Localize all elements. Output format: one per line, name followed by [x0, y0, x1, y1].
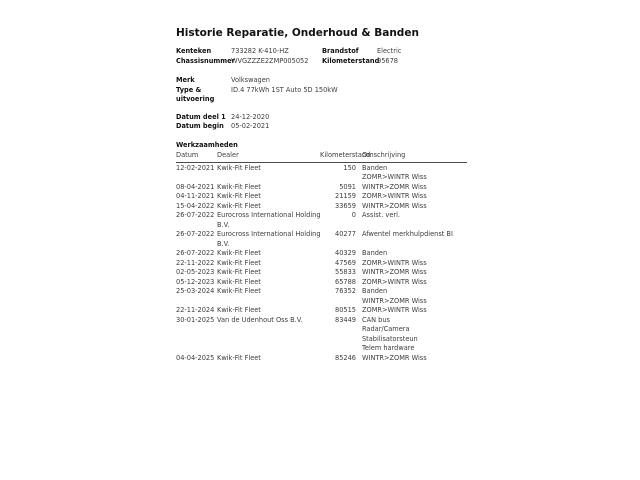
table-row: [176, 278, 467, 288]
cell-kilometerstand: 65788: [335, 277, 356, 286]
cell-omschrijving: WINTR>ZOMR Wiss: [362, 182, 427, 191]
cell-datum: 05-12-2023: [176, 277, 215, 286]
cell-dealer: Kwik-Fit Fleet: [217, 249, 261, 257]
cell-datum: 22-11-2022: [176, 258, 215, 267]
info-label: Merk: [176, 76, 195, 84]
cell-datum: 30-01-2025: [176, 315, 215, 324]
info-label: Chassisnummer: [176, 56, 235, 65]
column-header-omschrijving: Omschrijving: [362, 151, 406, 159]
cell-datum: 26-07-2022: [176, 249, 215, 257]
table-row: [176, 287, 467, 306]
vehicle-id-section: [176, 47, 467, 66]
cell-dealer: Kwik-Fit Fleet: [217, 353, 261, 362]
cell-omschrijving: Assist. verl.: [362, 211, 401, 219]
cell-dealer: Kwik-Fit Fleet: [217, 306, 261, 314]
cell-datum: 04-04-2025: [176, 353, 215, 362]
cell-omschrijving: Afwentel merkhulpdienst BI: [362, 230, 453, 238]
cell-datum: 02-05-2023: [176, 268, 215, 276]
cell-omschrijving: Banden ZOMR>WINTR Wiss: [362, 163, 427, 181]
page-title: Historie Reparatie, Onderhoud & Banden: [176, 27, 419, 39]
cell-datum: 15-04-2022: [176, 201, 215, 210]
cell-dealer: Kwik-Fit Fleet: [217, 268, 261, 276]
cell-omschrijving: ZOMR>WINTR Wiss: [362, 258, 427, 267]
cell-dealer: Eurocross International Holding B.V.: [217, 211, 321, 229]
cell-kilometerstand: 40277: [335, 230, 356, 238]
table-row: [176, 202, 467, 212]
cell-dealer: Kwik-Fit Fleet: [217, 287, 261, 295]
cell-kilometerstand: 47569: [335, 258, 356, 267]
cell-dealer: Kwik-Fit Fleet: [217, 277, 261, 286]
table-row: [176, 268, 467, 278]
table-row: [176, 354, 467, 364]
cell-dealer: Kwik-Fit Fleet: [217, 201, 261, 210]
cell-datum: 08-04-2021: [176, 182, 215, 191]
info-value: 95678: [377, 56, 398, 65]
info-label: Type & uitvoering: [176, 85, 215, 103]
info-label: Datum deel 1: [176, 112, 226, 121]
cell-omschrijving: WINTR>ZOMR Wiss: [362, 268, 427, 276]
cell-datum: 25-03-2024: [176, 287, 215, 295]
column-header-dealer: Dealer: [217, 151, 239, 159]
cell-datum: 04-11-2021: [176, 192, 215, 200]
cell-kilometerstand: 0: [351, 211, 356, 219]
info-value: WVGZZZE2ZMP005052: [231, 56, 309, 65]
table-row: [176, 164, 467, 183]
cell-omschrijving: WINTR>ZOMR Wiss: [362, 201, 427, 210]
cell-kilometerstand: 83449: [335, 315, 356, 324]
table-row: [176, 192, 467, 202]
registration-dates-section: [176, 113, 467, 132]
table-row: [176, 183, 467, 193]
cell-omschrijving: ZOMR>WINTR Wiss: [362, 277, 427, 286]
table-header-row: [176, 151, 467, 163]
vehicle-brand-section: [176, 76, 467, 105]
cell-dealer: Kwik-Fit Fleet: [217, 163, 261, 172]
info-value: ID.4 77kWh 1ST Auto 5D 150kW: [231, 85, 338, 94]
cell-omschrijving: Banden: [362, 249, 388, 257]
table-row: [176, 316, 467, 354]
cell-omschrijving: Banden WINTR>ZOMR Wiss: [362, 287, 427, 305]
cell-datum: 26-07-2022: [176, 211, 215, 219]
cell-datum: 12-02-2021: [176, 163, 215, 172]
report-content: [176, 27, 467, 363]
table-row: [176, 230, 467, 249]
table-body: [176, 164, 467, 364]
cell-kilometerstand: 21159: [335, 192, 356, 200]
info-value: 05-02-2021: [231, 122, 270, 130]
info-label: Datum begin: [176, 122, 224, 130]
cell-kilometerstand: 76352: [335, 287, 356, 295]
info-value: Electric: [377, 47, 402, 55]
column-header-datum: Datum: [176, 151, 199, 159]
info-label: Brandstof: [322, 47, 359, 55]
werkzaamheden-section: [176, 141, 467, 364]
cell-omschrijving: WINTR>ZOMR Wiss: [362, 353, 427, 362]
table-row: [176, 211, 467, 230]
info-label: Kenteken: [176, 47, 212, 55]
section-title: Werkzaamheden: [176, 140, 238, 149]
info-value: Volkswagen: [231, 76, 270, 84]
cell-kilometerstand: 150: [343, 163, 356, 172]
cell-kilometerstand: 40329: [335, 249, 356, 257]
table-row: [176, 249, 467, 259]
cell-dealer: Eurocross International Holding B.V.: [217, 230, 321, 248]
column-header-kilometerstand: Kilometerstand: [320, 151, 371, 159]
cell-dealer: Kwik-Fit Fleet: [217, 258, 261, 267]
cell-kilometerstand: 85246: [335, 353, 356, 362]
cell-dealer: Kwik-Fit Fleet: [217, 182, 261, 191]
cell-dealer: Kwik-Fit Fleet: [217, 192, 261, 200]
table-row: [176, 306, 467, 316]
info-value: 733282 K-410-HZ: [231, 47, 289, 55]
cell-datum: 22-11-2024: [176, 306, 215, 314]
cell-kilometerstand: 5091: [339, 182, 356, 191]
cell-omschrijving: ZOMR>WINTR Wiss: [362, 306, 427, 314]
cell-kilometerstand: 33659: [335, 201, 356, 210]
cell-datum: 26-07-2022: [176, 230, 215, 238]
table-row: [176, 259, 467, 269]
cell-dealer: Van de Udenhout Oss B.V.: [217, 315, 303, 324]
info-value: 24-12-2020: [231, 112, 270, 121]
info-label: Kilometerstand: [322, 56, 380, 65]
cell-omschrijving: CAN bus Radar/Camera Stabilisatorsteun Telem hardware: [362, 315, 418, 352]
cell-kilometerstand: 80515: [335, 306, 356, 314]
cell-omschrijving: ZOMR>WINTR Wiss: [362, 192, 427, 200]
cell-kilometerstand: 55833: [335, 268, 356, 276]
